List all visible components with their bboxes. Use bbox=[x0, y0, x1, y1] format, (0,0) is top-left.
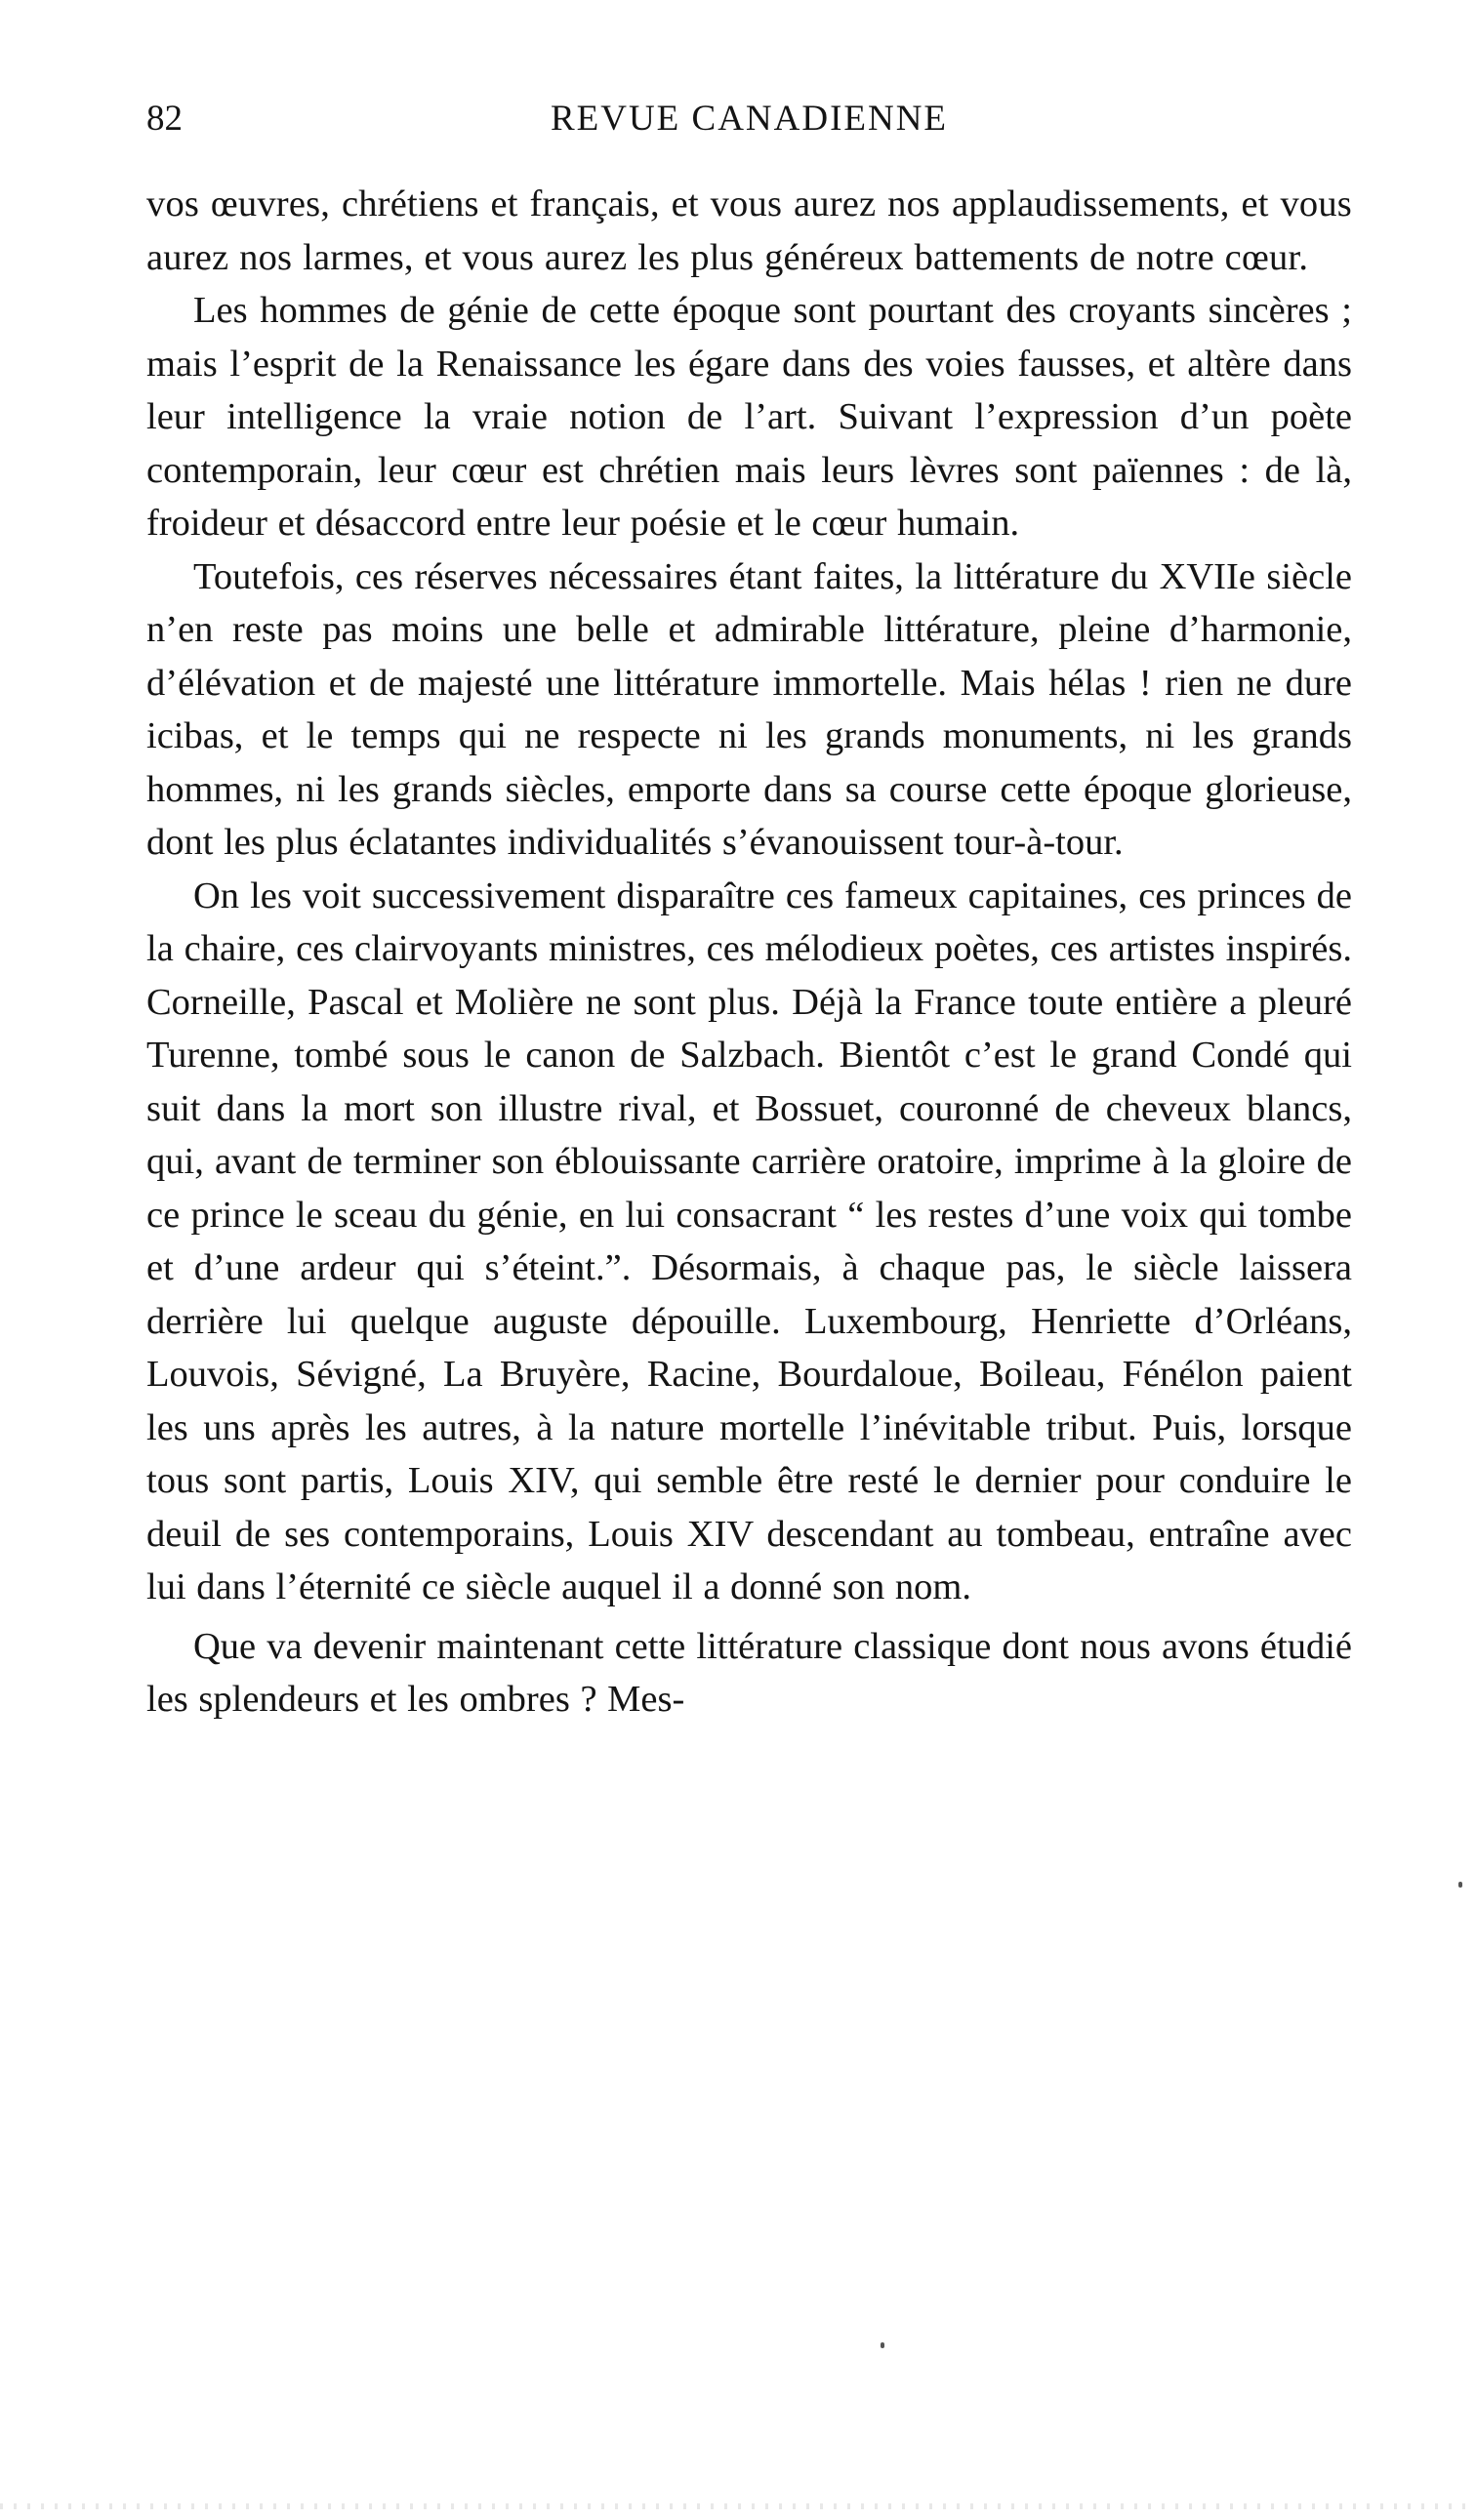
book-page bbox=[146, 90, 1352, 1727]
paragraph: Toutefois, ces réserves nécessaires étant faites, la littérature du XVIIe siècle n’en reste pas moins une belle et admirable littérature, pleine d’harmonie, d’élévation et de majesté une littérature immortelle. Mais hélas ! rien ne dure icibas, et le temps qui ne respecte ni les grands monuments, ni les grands hommes, ni les grands siècles, emporte dans sa course cette époque glorieuse, dont les plus éclatantes individualités s’évanouissent tour-à-tour. bbox=[146, 555, 1352, 863]
paragraph: Les hommes de génie de cette époque sont pourtant des croyants sincères ; mais l’esprit de la Renaissance les égare dans des voies fausses, et altère dans leur intelligence la vraie notion de l’art. Suivant l’expression d’un poète contemporain, leur cœur est chrétien mais leurs lèvres sont païennes : de là, froideur et désaccord entre leur poésie et le cœur humain. bbox=[146, 290, 1352, 544]
print-speck bbox=[1458, 1882, 1462, 1888]
paragraph: On les voit successivement disparaître ces fameux capitaines, ces princes de la chaire, ces clairvoyants ministres, ces mélodieux poètes, ces artistes inspirés. Corneille, Pascal et Molière ne sont plus. Déjà la France toute entière a pleuré Turenne, tombé sous le canon de Salzbach. Bientôt c’est le grand Condé qui suit dans la mort son illustre rival, et Bossuet, couronné de cheveux blancs, qui, avant de terminer son éblouissante carrière oratoire, imprime à la gloire de ce prince le sceau du génie, en lui consacrant “ les restes d’une voix qui tombe et d’une ardeur qui s’éteint.”. Désormais, à chaque pas, le siècle laissera derrière lui quelque auguste dépouille. Luxembourg, Henriette d’Orléans, Louvois, Sévigné, La Bruyère, Racine, Bourdaloue, Boileau, Fénélon paient les uns après les autres, à la nature mortelle l’inévitable tribut. Puis, lorsque tous sont partis, Louis XIV, qui semble être resté le dernier pour conduire le deuil de ses contemporains, Louis XIV descendant au tombeau, entraîne avec lui dans l’éternité ce siècle auquel il a donné son nom. bbox=[146, 874, 1352, 1607]
paragraph: Que va devenir maintenant cette littérature classique dont nous avons étudié les splendeurs et les ombres ? Mes- bbox=[146, 1625, 1352, 1720]
page-header bbox=[146, 90, 1352, 148]
running-title: REVUE CANADIENNE bbox=[550, 99, 949, 139]
body-text bbox=[146, 178, 1352, 1727]
page-number: 82 bbox=[146, 99, 183, 139]
paragraph-continuation: vos œuvres, chrétiens et français, et vous aurez nos applaudissements, et vous aurez nos larmes, et vous aurez les plus généreux battements de notre cœur. bbox=[146, 183, 1352, 278]
scan-edge-noise bbox=[0, 2503, 1476, 2509]
print-speck bbox=[881, 2342, 884, 2348]
